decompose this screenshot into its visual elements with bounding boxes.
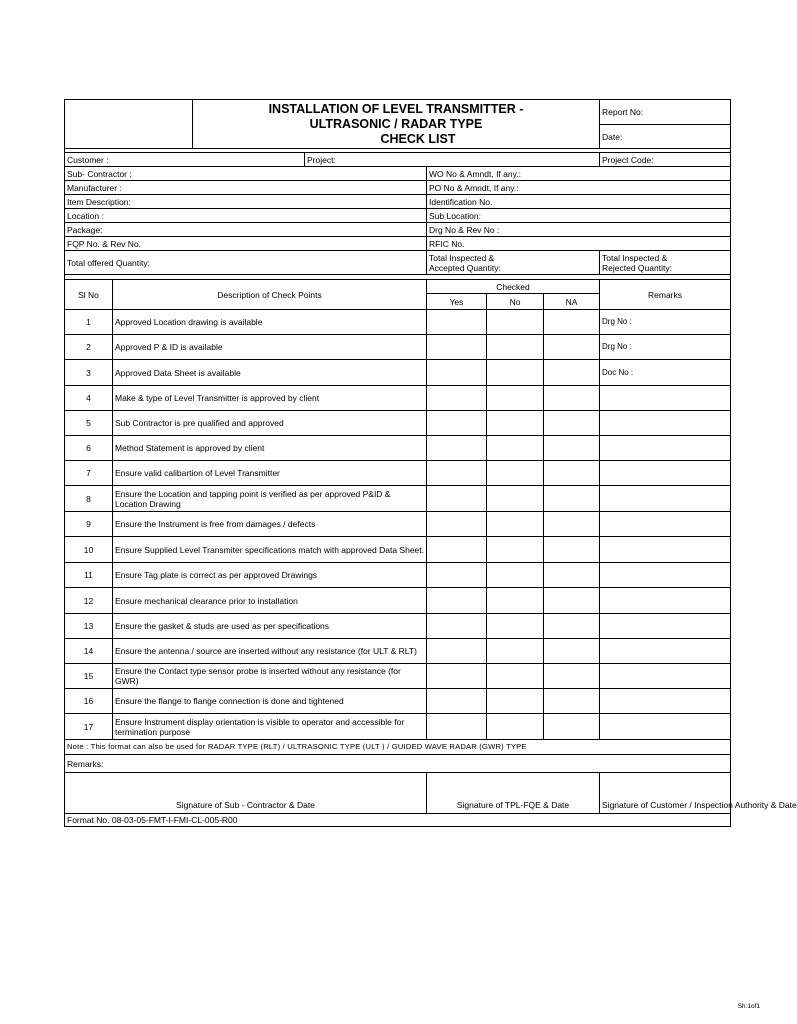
- checkpoint-row: [65, 714, 731, 740]
- total-accepted-label-1: Total Inspected &: [429, 252, 495, 263]
- check-na-cell[interactable]: [544, 461, 600, 486]
- total-rejected-label-1: Total Inspected &: [602, 252, 668, 263]
- item-description-field[interactable]: Item Description:: [65, 195, 427, 209]
- remarks-cell[interactable]: [600, 461, 731, 486]
- checkpoint-description: Ensure Instrument display orientation is visible to operator and accessible for termination purpose: [113, 714, 427, 740]
- check-yes-cell[interactable]: [427, 689, 487, 714]
- remarks-cell[interactable]: [600, 386, 731, 411]
- col-header-checked: Checked: [427, 280, 600, 294]
- checkpoint-description: Ensure the Contact type sensor probe is inserted without any resistance (for GWR): [113, 664, 427, 689]
- check-no-cell[interactable]: [487, 614, 544, 639]
- check-na-cell[interactable]: [544, 639, 600, 664]
- check-no-cell[interactable]: [487, 563, 544, 588]
- rfic-no-field[interactable]: RFIC No.: [427, 237, 731, 251]
- check-na-cell[interactable]: [544, 689, 600, 714]
- sub-location-field[interactable]: Sub Location:: [427, 209, 731, 223]
- checkpoint-row: [65, 512, 731, 537]
- remarks-cell[interactable]: Doc No :: [600, 360, 731, 386]
- check-yes-cell[interactable]: [427, 360, 487, 386]
- remarks-field[interactable]: Remarks:: [65, 755, 731, 773]
- note-text: Note : This format can also be used for RADAR TYPE (RLT) / ULTRASONIC TYPE (ULT ) / GUIDED WAVE RADAR (GWR) TYPE: [65, 740, 731, 755]
- remarks-cell[interactable]: [600, 436, 731, 461]
- signature-tpl-fqe[interactable]: Signature of TPL-FQE & Date: [427, 773, 600, 814]
- col-header-na: NA: [544, 294, 600, 310]
- sl-no-cell: 3: [65, 360, 113, 386]
- checkpoint-row: [65, 486, 731, 512]
- check-na-cell[interactable]: [544, 588, 600, 614]
- signature-customer[interactable]: [600, 773, 797, 814]
- check-no-cell[interactable]: [487, 310, 544, 335]
- checkpoint-description: Approved Data Sheet is available: [113, 360, 427, 386]
- checkpoint-description: Ensure the Location and tapping point is verified as per approved P&ID & Location Drawing: [113, 486, 427, 512]
- checkpoint-description: Method Statement is approved by client: [113, 436, 427, 461]
- title-line-1: INSTALLATION OF LEVEL TRANSMITTER -: [268, 101, 524, 116]
- title-line-2: ULTRASONIC / RADAR TYPE: [309, 116, 483, 131]
- logo-area: [65, 100, 193, 149]
- check-na-cell[interactable]: [544, 360, 600, 386]
- remarks-cell[interactable]: [600, 588, 731, 614]
- project-code-field[interactable]: Project Code:: [600, 153, 731, 167]
- wo-no-field[interactable]: WO No & Amndt, If any.:: [427, 167, 731, 181]
- checkpoint-row: [65, 360, 731, 386]
- check-yes-cell[interactable]: [427, 486, 487, 512]
- sl-no-cell: 1: [65, 310, 113, 335]
- check-no-cell[interactable]: [487, 411, 544, 436]
- col-header-remarks: Remarks: [600, 280, 731, 310]
- customer-field[interactable]: Customer :: [65, 153, 305, 167]
- check-yes-cell[interactable]: [427, 714, 487, 740]
- title-line-3: CHECK LIST: [380, 131, 456, 146]
- check-no-cell[interactable]: [487, 386, 544, 411]
- check-yes-cell[interactable]: [427, 614, 487, 639]
- checkpoint-description: Ensure mechanical clearance prior to installation: [113, 588, 427, 614]
- check-no-cell[interactable]: [487, 537, 544, 563]
- total-accepted-label-2: Accepted Quantity:: [429, 262, 501, 273]
- sl-no-cell: 13: [65, 614, 113, 639]
- check-no-cell[interactable]: [487, 436, 544, 461]
- sl-no-cell: 15: [65, 664, 113, 689]
- fqp-no-field[interactable]: FQP No. & Rev No.: [65, 237, 427, 251]
- check-na-cell[interactable]: [544, 386, 600, 411]
- remarks-cell[interactable]: [600, 411, 731, 436]
- check-yes-cell[interactable]: [427, 563, 487, 588]
- sl-no-cell: 12: [65, 588, 113, 614]
- checkpoint-row: [65, 335, 731, 360]
- check-na-cell[interactable]: [544, 614, 600, 639]
- sl-no-cell: 2: [65, 335, 113, 360]
- sl-no-cell: 11: [65, 563, 113, 588]
- check-yes-cell[interactable]: [427, 461, 487, 486]
- checkpoint-description: Approved Location drawing is available: [113, 310, 427, 335]
- remarks-cell[interactable]: [600, 537, 731, 563]
- check-yes-cell[interactable]: [427, 664, 487, 689]
- po-no-field[interactable]: PO No & Amndt, If any.:: [427, 181, 731, 195]
- manufacturer-field[interactable]: Manufacturer :: [65, 181, 427, 195]
- col-header-yes: Yes: [427, 294, 487, 310]
- date-field[interactable]: Date:: [600, 125, 731, 149]
- checkpoint-description: Ensure the gasket & studs are used as per specifications: [113, 614, 427, 639]
- check-na-cell[interactable]: [544, 537, 600, 563]
- checkpoint-rows: [65, 310, 731, 740]
- check-no-cell[interactable]: [487, 461, 544, 486]
- checkpoint-row: [65, 411, 731, 436]
- check-no-cell[interactable]: [487, 588, 544, 614]
- checkpoint-description: Make & type of Level Transmitter is approved by client: [113, 386, 427, 411]
- check-yes-cell[interactable]: [427, 436, 487, 461]
- form-title: [193, 100, 600, 149]
- drg-no-field[interactable]: Drg No & Rev No :: [427, 223, 731, 237]
- check-yes-cell[interactable]: [427, 537, 487, 563]
- format-number: Format No. 08-03-05-FMT-I-FMI-CL-005-R00: [65, 814, 731, 827]
- remarks-cell[interactable]: [600, 664, 731, 689]
- checkpoint-description: Sub Contractor is pre qualified and approved: [113, 411, 427, 436]
- signature-customer-label: Signature of Customer / Inspection Authority & Date: [602, 800, 797, 810]
- checklist-form: [64, 99, 797, 827]
- checkpoint-row: [65, 563, 731, 588]
- check-yes-cell[interactable]: [427, 512, 487, 537]
- checkpoint-description: Approved P & ID is available: [113, 335, 427, 360]
- sl-no-cell: 10: [65, 537, 113, 563]
- check-yes-cell[interactable]: [427, 411, 487, 436]
- total-accepted-field[interactable]: [427, 251, 600, 275]
- remarks-cell[interactable]: [600, 512, 731, 537]
- check-yes-cell[interactable]: [427, 310, 487, 335]
- remarks-cell[interactable]: [600, 714, 731, 740]
- checkpoint-row: [65, 588, 731, 614]
- check-yes-cell[interactable]: [427, 335, 487, 360]
- checkpoint-row: [65, 689, 731, 714]
- sl-no-cell: 5: [65, 411, 113, 436]
- sl-no-cell: 6: [65, 436, 113, 461]
- check-na-cell[interactable]: [544, 486, 600, 512]
- remarks-cell[interactable]: [600, 614, 731, 639]
- report-no-field[interactable]: Report No:: [600, 100, 731, 125]
- check-no-cell[interactable]: [487, 664, 544, 689]
- checkpoint-row: [65, 436, 731, 461]
- sub-contractor-field[interactable]: Sub- Contractor :: [65, 167, 427, 181]
- total-rejected-label-2: Rejected Quantity:: [602, 262, 672, 273]
- check-no-cell[interactable]: [487, 360, 544, 386]
- checkpoint-row: [65, 537, 731, 563]
- check-yes-cell[interactable]: [427, 639, 487, 664]
- remarks-cell[interactable]: Drg No :: [600, 310, 731, 335]
- check-na-cell[interactable]: [544, 512, 600, 537]
- sl-no-cell: 8: [65, 486, 113, 512]
- check-no-cell[interactable]: [487, 512, 544, 537]
- checkpoint-description: Ensure the Instrument is free from damages / defects: [113, 512, 427, 537]
- check-yes-cell[interactable]: [427, 588, 487, 614]
- remarks-cell[interactable]: [600, 639, 731, 664]
- total-offered-field[interactable]: Total offered Quantity:: [65, 251, 427, 275]
- checkpoint-row: [65, 310, 731, 335]
- package-field[interactable]: Package:: [65, 223, 427, 237]
- sl-no-cell: 7: [65, 461, 113, 486]
- remarks-cell[interactable]: Drg No :: [600, 335, 731, 360]
- checkpoint-row: [65, 614, 731, 639]
- checkpoint-row: [65, 461, 731, 486]
- check-no-cell[interactable]: [487, 689, 544, 714]
- project-field[interactable]: Project:: [305, 153, 600, 167]
- check-na-cell[interactable]: [544, 411, 600, 436]
- sl-no-cell: 4: [65, 386, 113, 411]
- remarks-cell[interactable]: [600, 563, 731, 588]
- remarks-cell[interactable]: [600, 486, 731, 512]
- sheet-number: Sh:1of1: [737, 1003, 760, 1010]
- check-na-cell[interactable]: [544, 335, 600, 360]
- identification-no-field[interactable]: Identification No.: [427, 195, 731, 209]
- sl-no-cell: 9: [65, 512, 113, 537]
- col-header-description: Description of Check Points: [113, 280, 427, 310]
- remarks-cell[interactable]: [600, 689, 731, 714]
- check-no-cell[interactable]: [487, 486, 544, 512]
- checkpoint-row: [65, 639, 731, 664]
- sl-no-cell: 14: [65, 639, 113, 664]
- sl-no-cell: 17: [65, 714, 113, 740]
- check-na-cell[interactable]: [544, 664, 600, 689]
- check-no-cell[interactable]: [487, 714, 544, 740]
- checkpoint-row: [65, 664, 731, 689]
- check-na-cell[interactable]: [544, 310, 600, 335]
- checkpoint-description: Ensure the antenna / source are inserted without any resistance (for ULT & RLT): [113, 639, 427, 664]
- location-field[interactable]: Location :: [65, 209, 427, 223]
- check-yes-cell[interactable]: [427, 386, 487, 411]
- checkpoint-row: [65, 386, 731, 411]
- col-header-no: No: [487, 294, 544, 310]
- col-header-sl-no: Sl No: [65, 280, 113, 310]
- checkpoint-description: Ensure valid calibartion of Level Transmitter: [113, 461, 427, 486]
- check-no-cell[interactable]: [487, 639, 544, 664]
- check-na-cell[interactable]: [544, 714, 600, 740]
- checkpoint-description: Ensure the flange to flange connection is done and tightened: [113, 689, 427, 714]
- sl-no-cell: 16: [65, 689, 113, 714]
- checkpoint-description: Ensure Tag plate is correct as per approved Drawings: [113, 563, 427, 588]
- total-rejected-field[interactable]: [600, 251, 731, 275]
- check-na-cell[interactable]: [544, 436, 600, 461]
- check-no-cell[interactable]: [487, 335, 544, 360]
- check-na-cell[interactable]: [544, 563, 600, 588]
- signature-sub-contractor[interactable]: Signature of Sub - Contractor & Date: [65, 773, 427, 814]
- checkpoint-description: Ensure Supplied Level Transmiter specifications match with approved Data Sheet.: [113, 537, 427, 563]
